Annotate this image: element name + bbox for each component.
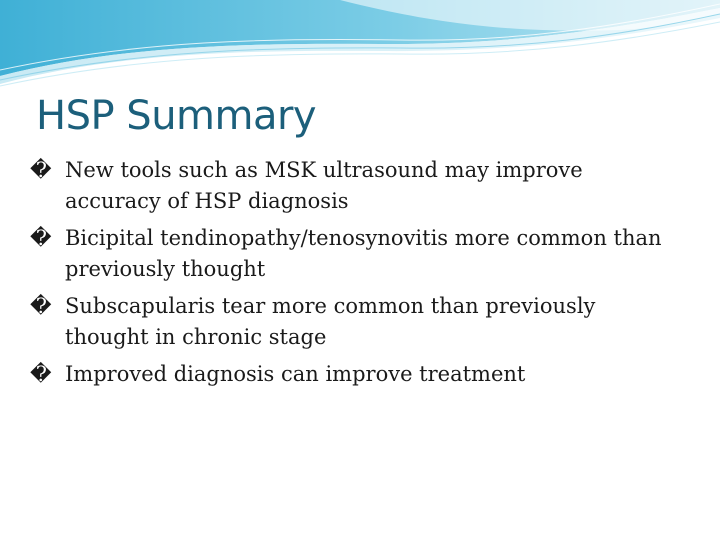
bullet-glyph-icon: � (30, 362, 52, 386)
bullet-list (30, 155, 680, 396)
bullet-item (30, 223, 680, 285)
bullet-item (30, 291, 680, 353)
bullet-item (30, 155, 680, 217)
bullet-glyph-icon: � (30, 158, 52, 182)
bullet-glyph-icon: � (30, 226, 52, 250)
bullet-glyph-icon: � (30, 294, 52, 318)
bullet-text: Subscapularis tear more common than previously thought in chronic stage (65, 294, 596, 349)
bullet-text: New tools such as MSK ultrasound may improve accuracy of HSP diagnosis (65, 158, 583, 213)
slide-title: HSP Summary (36, 93, 317, 139)
bullet-text: Bicipital tendinopathy/tenosynovitis more common than previously thought (65, 226, 662, 281)
bullet-item (30, 359, 680, 390)
header-wave-decoration (0, 0, 720, 90)
bullet-text: Improved diagnosis can improve treatment (65, 362, 526, 386)
